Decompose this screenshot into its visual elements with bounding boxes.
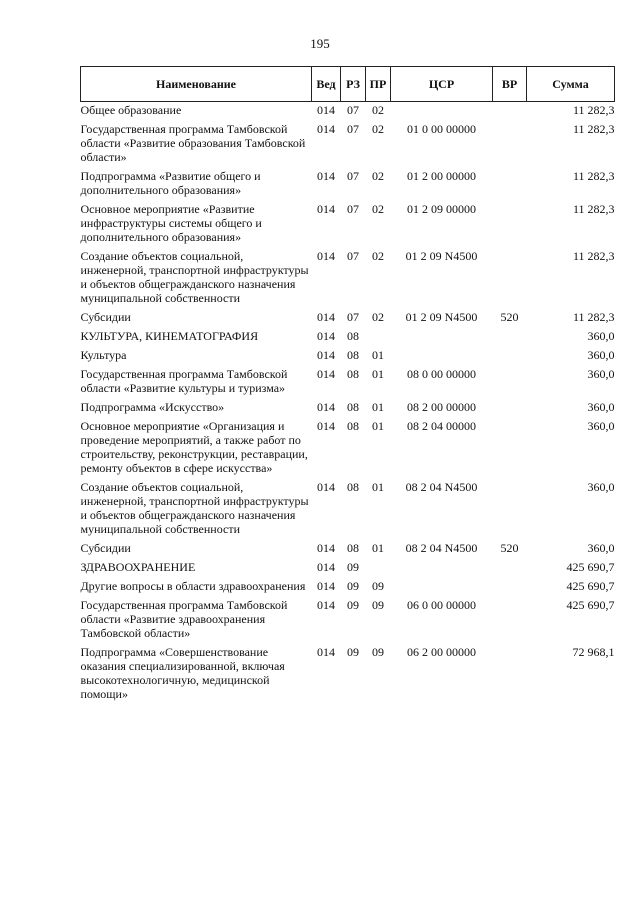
header-sum: Сумма: [527, 67, 615, 102]
row-ved: 014: [317, 400, 335, 414]
row-sum: 11 282,3: [572, 169, 615, 183]
row-sum: 72 968,1: [572, 645, 615, 659]
row-rz: 07: [347, 169, 359, 183]
header-ved: Вед: [312, 67, 341, 102]
row-rz: 08: [347, 541, 359, 555]
row-rz: 09: [347, 560, 359, 574]
row-sum: 360,0: [587, 480, 615, 494]
row-rz: 09: [347, 645, 359, 659]
row-name: Государственная программа Тамбовской области «Развитие образования Тамбовской области»: [80, 122, 306, 164]
row-sum: 360,0: [587, 367, 615, 381]
row-ved: 014: [317, 419, 335, 433]
row-ved: 014: [317, 310, 335, 324]
table-row: [81, 309, 615, 328]
row-ved: 014: [317, 645, 335, 659]
row-rz: 08: [347, 329, 359, 343]
row-csr: 01 2 09 00000: [407, 202, 476, 216]
table-row: [81, 366, 615, 399]
row-name: Подпрограмма «Развитие общего и дополнительного образования»: [80, 169, 261, 197]
table-body: [81, 102, 615, 706]
row-pr: 02: [372, 103, 384, 117]
table-row: [81, 479, 615, 540]
table-row: [81, 328, 615, 347]
row-pr: [366, 328, 391, 347]
row-vr: [493, 328, 527, 347]
row-csr: 06 0 00 00000: [407, 598, 476, 612]
row-rz: 07: [347, 202, 359, 216]
row-ved: 014: [317, 103, 335, 117]
row-name: Подпрограмма «Совершенствование оказания специализированной, включая высокотехнологичную, медицинской помощи»: [80, 645, 285, 701]
row-sum: 11 282,3: [572, 103, 615, 117]
row-ved: 014: [317, 541, 335, 555]
row-csr: 06 2 00 00000: [407, 645, 476, 659]
row-name: Подпрограмма «Искусство»: [80, 400, 225, 414]
row-vr: 520: [500, 310, 519, 324]
row-pr: [366, 559, 391, 578]
row-vr: [493, 201, 527, 248]
row-rz: 07: [347, 122, 359, 136]
row-csr: 01 0 00 00000: [407, 122, 476, 136]
row-pr: 02: [372, 249, 384, 263]
row-rz: 08: [347, 400, 359, 414]
row-pr: 01: [372, 480, 384, 494]
row-name: Государственная программа Тамбовской области «Развитие культуры и туризма»: [80, 367, 288, 395]
row-pr: 02: [372, 122, 384, 136]
row-pr: 09: [372, 579, 384, 593]
row-sum: 11 282,3: [572, 202, 615, 216]
row-pr: 01: [372, 348, 384, 362]
header-name: Наименование: [81, 67, 312, 102]
table-row: [81, 248, 615, 309]
table-row: [81, 418, 615, 479]
row-sum: 425 690,7: [566, 560, 615, 574]
row-csr: 08 2 04 00000: [407, 419, 476, 433]
row-ved: 014: [317, 348, 335, 362]
row-sum: 360,0: [587, 400, 615, 414]
row-sum: 425 690,7: [566, 579, 615, 593]
table-row: [81, 201, 615, 248]
row-rz: 07: [347, 249, 359, 263]
row-rz: 08: [347, 367, 359, 381]
row-pr: 01: [372, 541, 384, 555]
row-pr: 01: [372, 367, 384, 381]
row-vr: [493, 418, 527, 479]
row-pr: 01: [372, 400, 384, 414]
table-row: [81, 644, 615, 705]
row-sum: 360,0: [587, 348, 615, 362]
row-name: Основное мероприятие «Развитие инфраструктуры системы общего и дополнительного образования»: [80, 202, 262, 244]
row-csr: [391, 102, 493, 122]
row-csr: 01 2 09 N4500: [405, 310, 478, 324]
row-csr: 08 2 04 N4500: [405, 480, 478, 494]
row-pr: 02: [372, 310, 384, 324]
row-name: Субсидии: [80, 310, 131, 324]
header-vr: ВР: [493, 67, 527, 102]
row-name: Культура: [80, 348, 127, 362]
row-vr: [493, 366, 527, 399]
row-ved: 014: [317, 202, 335, 216]
page-number: 195: [310, 36, 330, 51]
row-vr: 520: [500, 541, 519, 555]
row-ved: 014: [317, 598, 335, 612]
row-pr: 01: [372, 419, 384, 433]
row-csr: [391, 559, 493, 578]
row-vr: [493, 597, 527, 644]
table-row: [81, 399, 615, 418]
row-vr: [493, 102, 527, 122]
budget-table: [80, 66, 615, 705]
row-name: Создание объектов социальной, инженерной, транспортной инфраструктуры и объектов общегражданского назначения муниципальной собственности: [80, 480, 309, 536]
row-ved: 014: [317, 560, 335, 574]
row-rz: 08: [347, 419, 359, 433]
table-header-row: [81, 67, 615, 102]
table-row: [81, 597, 615, 644]
row-pr: 09: [372, 598, 384, 612]
row-ved: 014: [317, 169, 335, 183]
row-ved: 014: [317, 249, 335, 263]
row-sum: 360,0: [587, 541, 615, 555]
row-rz: 09: [347, 598, 359, 612]
row-name: Субсидии: [80, 541, 131, 555]
row-pr: 02: [372, 169, 384, 183]
table-row: [81, 540, 615, 559]
row-sum: 11 282,3: [572, 310, 615, 324]
row-vr: [493, 399, 527, 418]
row-rz: 09: [347, 579, 359, 593]
table-row: [81, 102, 615, 122]
row-ved: 014: [317, 367, 335, 381]
row-rz: 08: [347, 348, 359, 362]
row-vr: [493, 578, 527, 597]
row-csr: 01 2 09 N4500: [405, 249, 478, 263]
row-vr: [493, 347, 527, 366]
row-name: Общее образование: [80, 103, 182, 117]
table-row: [81, 578, 615, 597]
row-ved: 014: [317, 579, 335, 593]
table-row: [81, 168, 615, 201]
table-row: [81, 347, 615, 366]
row-name: ЗДРАВООХРАНЕНИЕ: [80, 560, 196, 574]
row-csr: 08 2 00 00000: [407, 400, 476, 414]
row-vr: [493, 479, 527, 540]
row-csr: 08 2 04 N4500: [405, 541, 478, 555]
row-csr: 08 0 00 00000: [407, 367, 476, 381]
table-row: [81, 121, 615, 168]
row-ved: 014: [317, 329, 335, 343]
row-name: Создание объектов социальной, инженерной, транспортной инфраструктуры и объектов общегражданского назначения муниципальной собственности: [80, 249, 309, 305]
row-csr: [391, 347, 493, 366]
row-name: Основное мероприятие «Организация и проведение мероприятий, а также работ по строительству, реконструкции, реставрации, ремонту объектов в сфере искусства»: [80, 419, 308, 475]
row-name: Государственная программа Тамбовской области «Развитие здравоохранения Тамбовской области»: [80, 598, 288, 640]
row-sum: 360,0: [587, 419, 615, 433]
row-sum: 11 282,3: [572, 122, 615, 136]
row-csr: [391, 328, 493, 347]
header-pr: ПР: [366, 67, 391, 102]
row-pr: 09: [372, 645, 384, 659]
row-sum: 360,0: [587, 329, 615, 343]
row-sum: 425 690,7: [566, 598, 615, 612]
row-rz: 07: [347, 103, 359, 117]
row-vr: [493, 121, 527, 168]
header-csr: ЦСР: [391, 67, 493, 102]
row-name: Другие вопросы в области здравоохранения: [80, 579, 306, 593]
row-vr: [493, 559, 527, 578]
row-csr: [391, 578, 493, 597]
row-vr: [493, 248, 527, 309]
row-vr: [493, 168, 527, 201]
row-name: КУЛЬТУРА, КИНЕМАТОГРАФИЯ: [80, 329, 259, 343]
row-vr: [493, 644, 527, 705]
row-rz: 08: [347, 480, 359, 494]
table-row: [81, 559, 615, 578]
row-sum: 11 282,3: [572, 249, 615, 263]
row-ved: 014: [317, 480, 335, 494]
row-ved: 014: [317, 122, 335, 136]
row-rz: 07: [347, 310, 359, 324]
row-csr: 01 2 00 00000: [407, 169, 476, 183]
header-rz: РЗ: [341, 67, 366, 102]
row-pr: 02: [372, 202, 384, 216]
